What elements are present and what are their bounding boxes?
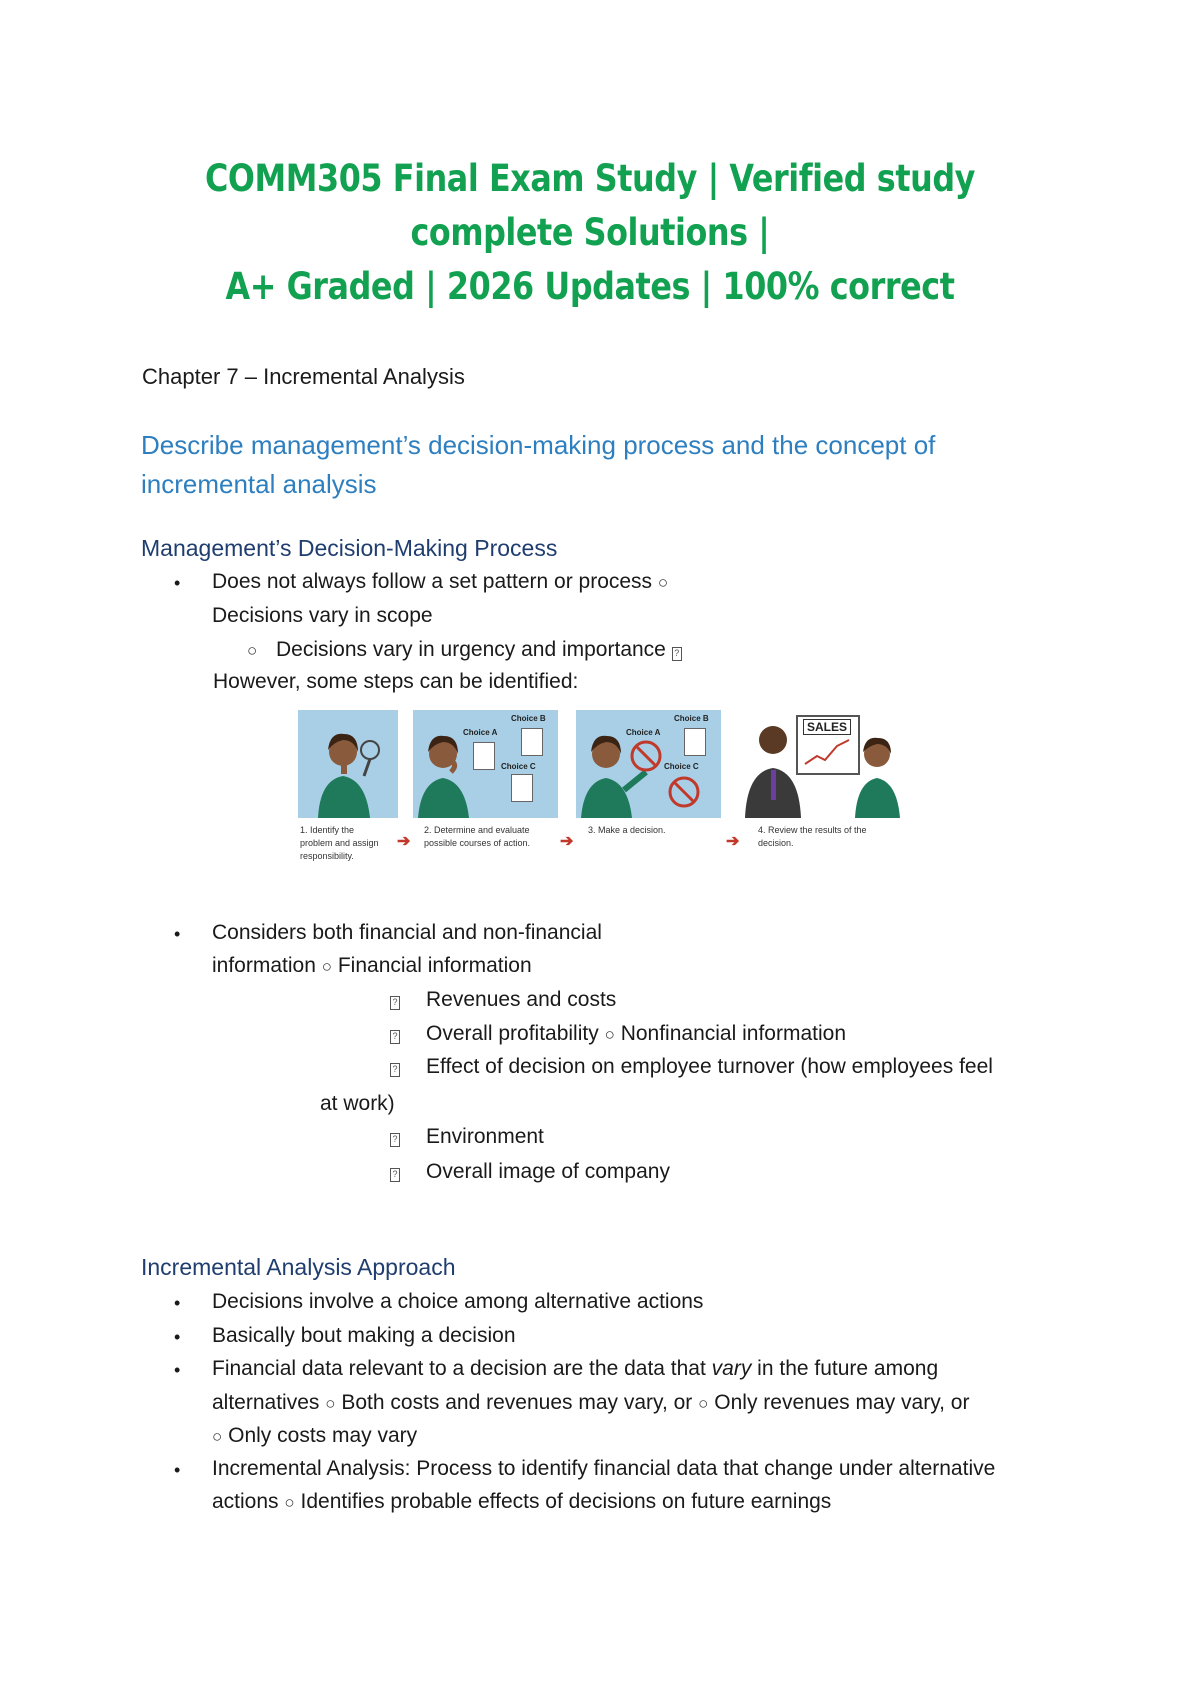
document-icon xyxy=(521,728,543,756)
bullet-icon: • xyxy=(174,1360,181,1380)
step-3-caption: 3. Make a decision. xyxy=(588,825,666,835)
arrow-right-icon: ➔ xyxy=(560,833,574,850)
list-item: Does not always follow a set pattern or process ○ xyxy=(212,570,669,593)
list-item-continuation: actions ○ Identifies probable effects of decisions on future earnings xyxy=(212,1490,832,1513)
circle-bullet-icon: ○ xyxy=(212,1427,223,1446)
sub-sub-list-item: Overall image of company xyxy=(426,1160,670,1183)
square-bullet-icon: ? xyxy=(390,1026,400,1044)
list-item-continuation: alternatives ○ Both costs and revenues may vary, or ○ Only revenues may vary, or xyxy=(212,1391,970,1414)
square-bullet-icon: ? xyxy=(390,1059,400,1077)
choice-a-label: Choice A xyxy=(463,728,498,737)
document-icon xyxy=(684,728,706,756)
bullet-icon: • xyxy=(174,1293,181,1313)
bullet-icon: • xyxy=(174,573,181,593)
choice-b-label: Choice B xyxy=(674,714,709,723)
list-item-continuation: information ○ Financial information xyxy=(212,954,532,977)
arrow-right-icon: ➔ xyxy=(397,833,411,850)
sub-sub-list-item-continuation: at work) xyxy=(320,1092,395,1115)
title-line-1: COMM305 Final Exam Study | Verified study complete Solutions | xyxy=(205,157,975,254)
circle-bullet-icon: ○ xyxy=(284,1493,295,1512)
circle-bullet-icon: ○ xyxy=(698,1394,709,1413)
subheading-decision-process: Management’s Decision-Making Process xyxy=(141,535,558,561)
sub-sub-list-item: Revenues and costs xyxy=(426,988,617,1011)
sub-sub-list-item: Overall profitability ○ Nonfinancial information xyxy=(426,1022,846,1045)
document-title xyxy=(134,152,1046,314)
circle-bullet-icon: ○ xyxy=(321,957,333,976)
circle-bullet-icon: ○ xyxy=(657,573,669,592)
list-item: Incremental Analysis: Process to identify financial data that change under alternative xyxy=(212,1457,996,1480)
chapter-heading: Chapter 7 – Incremental Analysis xyxy=(142,364,465,389)
sales-chart-label: SALES xyxy=(803,719,851,735)
person-deciding-icon xyxy=(576,710,721,818)
arrow-right-icon: ➔ xyxy=(726,833,740,850)
title-line-2: A+ Graded | 2026 Updates | 100% correct xyxy=(225,265,955,308)
list-item: Financial data relevant to a decision are the data that vary in the future among xyxy=(212,1357,939,1380)
list-item: Considers both financial and non-financial xyxy=(212,921,602,944)
sub-sub-list-item: Environment xyxy=(426,1125,544,1148)
circle-bullet-icon: ○ xyxy=(604,1025,615,1044)
section-heading-main: Describe management’s decision-making process and the concept of incremental analysis xyxy=(141,430,936,499)
choice-b-label: Choice B xyxy=(511,714,546,723)
list-text: However, some steps can be identified: xyxy=(213,670,579,693)
step-4-caption: 4. Review the results of the decision. xyxy=(758,825,867,848)
step-1-panel xyxy=(298,710,398,818)
square-bullet-icon: ? xyxy=(390,992,400,1010)
sub-list-item: Decisions vary in urgency and importance ? xyxy=(276,638,682,662)
bullet-icon: • xyxy=(174,1460,181,1480)
step-2-caption: 2. Determine and evaluate possible courses of action. xyxy=(424,825,531,848)
list-item-continuation: Decisions vary in scope xyxy=(212,604,433,627)
square-bullet-icon: ? xyxy=(390,1164,400,1182)
missing-glyph-icon: ? xyxy=(672,647,682,661)
choice-a-label: Choice A xyxy=(626,728,661,737)
step-2-panel xyxy=(413,710,558,818)
choice-c-label: Choice C xyxy=(501,762,536,771)
list-item: Basically bout making a decision xyxy=(212,1324,516,1347)
step-3-panel xyxy=(576,710,721,818)
subheading-incremental-approach: Incremental Analysis Approach xyxy=(141,1254,456,1280)
sub-sub-list-item: Effect of decision on employee turnover (how employees feel xyxy=(426,1055,993,1078)
circle-bullet-icon: ○ xyxy=(325,1394,336,1413)
decision-steps-illustration xyxy=(298,710,910,885)
document-icon xyxy=(473,742,495,770)
choice-c-label: Choice C xyxy=(664,762,699,771)
step-4-panel xyxy=(745,710,910,818)
list-item: Decisions involve a choice among alternative actions xyxy=(212,1290,704,1313)
list-item-continuation: ○ Only costs may vary xyxy=(212,1424,418,1447)
circle-bullet-icon: ○ xyxy=(247,641,258,660)
square-bullet-icon: ? xyxy=(390,1129,400,1147)
step-1-caption: 1. Identify the problem and assign responsibility. xyxy=(300,825,379,861)
document-icon xyxy=(511,774,533,802)
person-magnifier-icon xyxy=(298,710,398,818)
bullet-icon: • xyxy=(174,924,181,944)
bullet-icon: • xyxy=(174,1327,181,1347)
